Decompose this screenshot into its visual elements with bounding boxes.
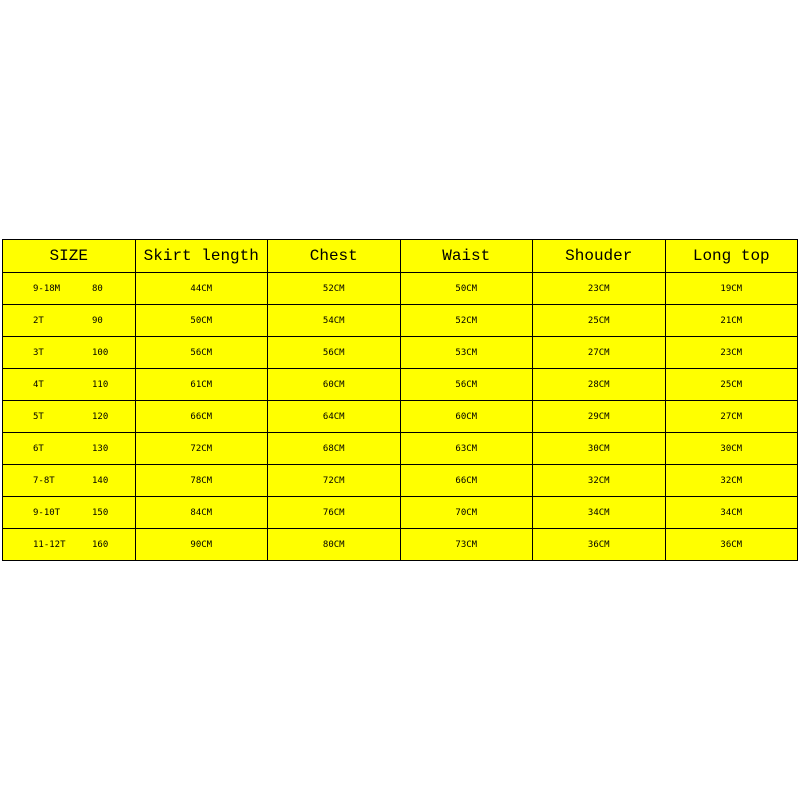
waist-cell: 52CM [400,305,533,337]
chest-cell: 68CM [268,433,401,465]
size-label: 11-12T [33,539,66,550]
height-value: 120 [92,411,109,422]
table-header [3,240,798,273]
size-chart-table [2,239,798,561]
size-cell [3,465,136,497]
waist-cell: 53CM [400,337,533,369]
shoulder-cell: 29CM [533,401,666,433]
waist-cell: 73CM [400,529,533,561]
skirt-length-cell: 90CM [135,529,268,561]
table-row [3,305,798,337]
waist-cell: 50CM [400,273,533,305]
height-value: 130 [92,443,109,454]
shoulder-cell: 25CM [533,305,666,337]
long-top-cell: 36CM [665,529,798,561]
size-label: 9-10T [33,507,61,518]
shoulder-cell: 30CM [533,433,666,465]
header-row [3,240,798,273]
long-top-cell: 25CM [665,369,798,401]
size-cell [3,433,136,465]
height-value: 140 [92,475,109,486]
header-long-top: Long top [665,240,798,273]
skirt-length-cell: 66CM [135,401,268,433]
size-cell [3,401,136,433]
waist-cell: 70CM [400,497,533,529]
height-value: 150 [92,507,109,518]
skirt-length-cell: 78CM [135,465,268,497]
long-top-cell: 30CM [665,433,798,465]
chest-cell: 54CM [268,305,401,337]
chest-cell: 64CM [268,401,401,433]
chest-cell: 76CM [268,497,401,529]
shoulder-cell: 28CM [533,369,666,401]
shoulder-cell: 32CM [533,465,666,497]
table-row [3,273,798,305]
long-top-cell: 23CM [665,337,798,369]
skirt-length-cell: 84CM [135,497,268,529]
waist-cell: 63CM [400,433,533,465]
chest-cell: 60CM [268,369,401,401]
header-shoulder: Shouder [533,240,666,273]
chest-cell: 56CM [268,337,401,369]
table-row [3,337,798,369]
height-value: 90 [92,315,103,326]
header-skirt-length: Skirt length [135,240,268,273]
height-value: 80 [92,283,103,294]
size-cell [3,273,136,305]
chest-cell: 80CM [268,529,401,561]
size-cell [3,497,136,529]
height-value: 110 [92,379,109,390]
table-row [3,465,798,497]
size-label: 7-8T [33,475,55,486]
skirt-length-cell: 56CM [135,337,268,369]
header-waist: Waist [400,240,533,273]
size-label: 6T [33,443,44,454]
waist-cell: 56CM [400,369,533,401]
shoulder-cell: 36CM [533,529,666,561]
shoulder-cell: 34CM [533,497,666,529]
size-cell [3,529,136,561]
size-label: 9-18M [33,283,61,294]
size-cell [3,369,136,401]
size-cell [3,337,136,369]
long-top-cell: 27CM [665,401,798,433]
header-chest: Chest [268,240,401,273]
table-row [3,401,798,433]
shoulder-cell: 27CM [533,337,666,369]
waist-cell: 66CM [400,465,533,497]
table-row [3,529,798,561]
long-top-cell: 34CM [665,497,798,529]
size-label: 4T [33,379,44,390]
table-row [3,369,798,401]
chest-cell: 52CM [268,273,401,305]
skirt-length-cell: 50CM [135,305,268,337]
table-body [3,273,798,561]
header-size: SIZE [3,240,136,273]
waist-cell: 60CM [400,401,533,433]
long-top-cell: 32CM [665,465,798,497]
skirt-length-cell: 44CM [135,273,268,305]
table-row [3,497,798,529]
shoulder-cell: 23CM [533,273,666,305]
height-value: 160 [92,539,109,550]
long-top-cell: 21CM [665,305,798,337]
table-row [3,433,798,465]
size-label: 5T [33,411,44,422]
height-value: 100 [92,347,109,358]
chest-cell: 72CM [268,465,401,497]
size-cell [3,305,136,337]
skirt-length-cell: 61CM [135,369,268,401]
size-label: 3T [33,347,44,358]
skirt-length-cell: 72CM [135,433,268,465]
size-label: 2T [33,315,44,326]
long-top-cell: 19CM [665,273,798,305]
